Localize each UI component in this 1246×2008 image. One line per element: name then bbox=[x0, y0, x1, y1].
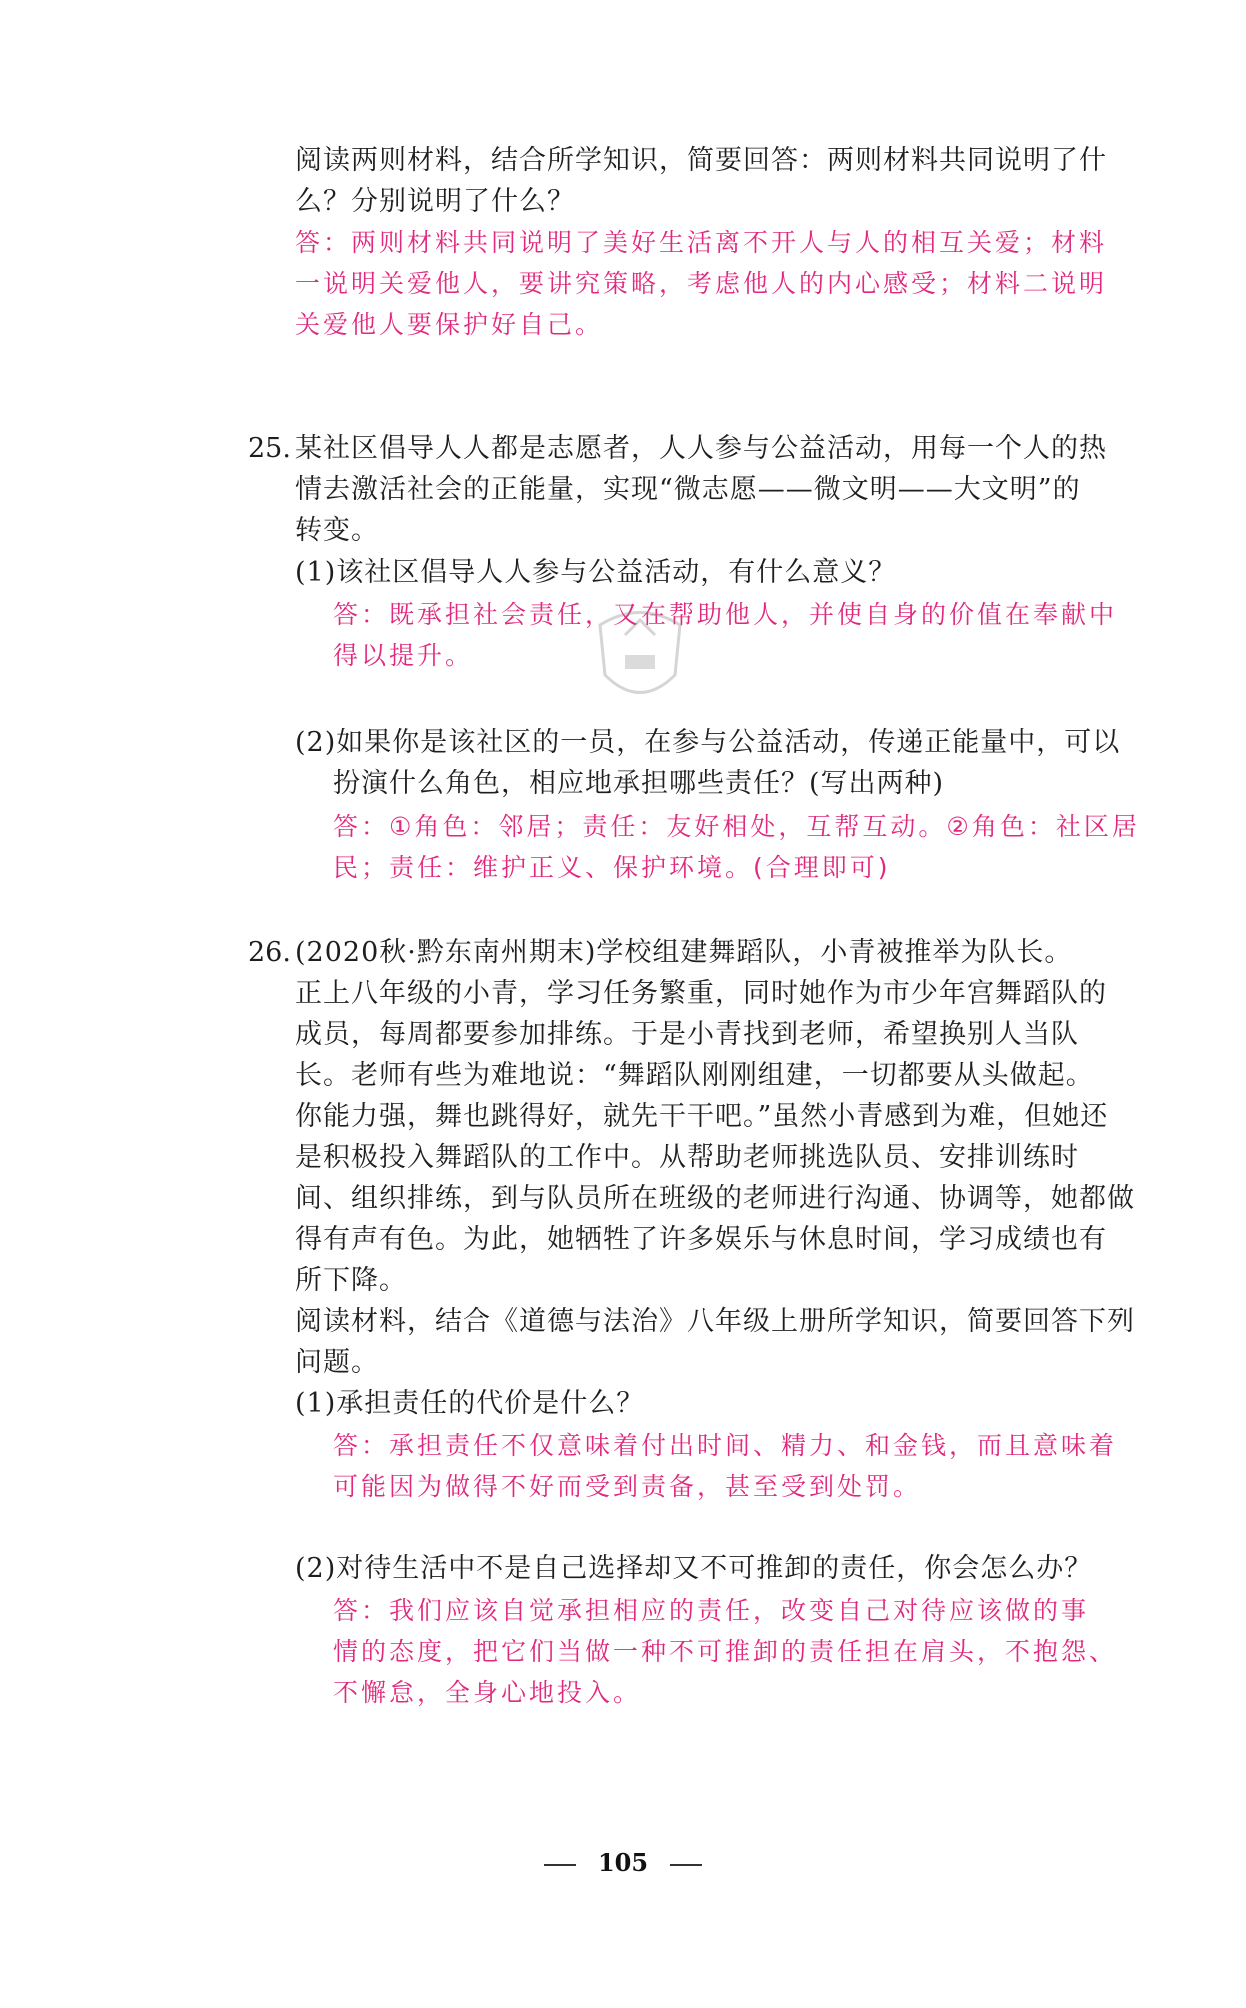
q25-sub2-question bbox=[295, 722, 1120, 804]
q26-stem-line-3: 成员，每周都要参加排练。于是小青找到老师，希望换别人当队 bbox=[295, 1019, 1079, 1050]
q26-sub2-answer-line-3: 不懈怠，全身心地投入。 bbox=[333, 1678, 642, 1707]
top-answer-line-2: 一说明关爱他人，要讲究策略，考虑他人的内心感受；材料二说明 bbox=[295, 269, 1108, 298]
q26-sub1-answer-line-2: 可能因为做得不好而受到责备，甚至受到处罚。 bbox=[333, 1472, 922, 1501]
q25-sub2-question-line-1: (2)如果你是该社区的一员，在参与公益活动，传递正能量中，可以 bbox=[295, 727, 1121, 758]
q25-sub1-answer bbox=[333, 594, 1117, 676]
q26-sub1-answer-line-1: 答：承担责任不仅意味着付出时间、精力、和金钱，而且意味着 bbox=[333, 1431, 1118, 1460]
page-number bbox=[0, 1848, 1246, 1877]
q25-sub2-question-line-2: 扮演什么角色，相应地承担哪些责任？(写出两种) bbox=[333, 768, 945, 799]
q26-stem-line-8: 得有声有色。为此，她牺牲了许多娱乐与休息时间，学习成绩也有 bbox=[295, 1224, 1107, 1255]
q26-stem-line-4: 长。老师有些为难地说：“舞蹈队刚刚组建，一切都要从头做起。 bbox=[295, 1060, 1094, 1091]
top-question bbox=[295, 140, 1107, 222]
top-question-line-2: 么？分别说明了什么？ bbox=[295, 186, 575, 217]
q25-stem-line-3: 转变。 bbox=[295, 515, 379, 546]
q26-sub2-answer-line-1: 答：我们应该自觉承担相应的责任，改变自己对待应该做的事 bbox=[333, 1596, 1090, 1625]
q25-sub1-question: (1)该社区倡导人人参与公益活动，有什么意义？ bbox=[295, 557, 897, 588]
top-question-line-1: 阅读两则材料，结合所学知识，简要回答：两则材料共同说明了什 bbox=[295, 145, 1107, 176]
q25-sub1-answer-line-2: 得以提升。 bbox=[333, 641, 474, 670]
q26-sub2-answer-line-2: 情的态度，把它们当做一种不可推卸的责任担在肩头，不抱怨、 bbox=[333, 1637, 1118, 1666]
q26-prompt-line-2: 问题。 bbox=[295, 1347, 379, 1378]
top-answer bbox=[295, 222, 1107, 345]
q26-stem-line-6: 是积极投入舞蹈队的工作中。从帮助老师挑选队员、安排训练时 bbox=[295, 1142, 1079, 1173]
q26-sub2-question: (2)对待生活中不是自己选择却又不可推卸的责任，你会怎么办？ bbox=[295, 1553, 1093, 1584]
q26-prompt-line-1: 阅读材料，结合《道德与法治》八年级上册所学知识，简要回答下列 bbox=[295, 1306, 1135, 1337]
q26-sub1-answer bbox=[333, 1425, 1117, 1507]
q26-stem-line-1: (2020秋·黔东南州期末)学校组建舞蹈队，小青被推举为队长。 bbox=[295, 937, 1073, 968]
q26-sub1-question: (1)承担责任的代价是什么？ bbox=[295, 1388, 645, 1419]
q25-sub2-answer bbox=[333, 806, 1140, 888]
q25-stem bbox=[295, 428, 1107, 551]
q26-stem-line-2: 正上八年级的小青，学习任务繁重，同时她作为市少年宫舞蹈队的 bbox=[295, 978, 1107, 1009]
q26-stem-line-7: 间、组织排练，到与队员所在班级的老师进行沟通、协调等，她都做 bbox=[295, 1183, 1135, 1214]
q25-number: 25. bbox=[248, 433, 291, 464]
stamp-watermark bbox=[580, 595, 700, 715]
q26-number: 26. bbox=[248, 937, 291, 968]
q25-stem-line-1: 某社区倡导人人都是志愿者，人人参与公益活动，用每一个人的热 bbox=[295, 433, 1107, 464]
q26-stem-line-5: 你能力强，舞也跳得好，就先干干吧。”虽然小青感到为难，但她还 bbox=[295, 1101, 1109, 1132]
q25-stem-line-2: 情去激活社会的正能量，实现“微志愿——微文明——大文明”的 bbox=[295, 474, 1081, 505]
q25-sub2-answer-line-2: 民；责任：维护正义、保护环境。(合理即可) bbox=[333, 853, 891, 882]
dash-left bbox=[544, 1864, 576, 1866]
top-answer-line-3: 关爱他人要保护好自己。 bbox=[295, 310, 604, 339]
q26-stem-line-9: 所下降。 bbox=[295, 1265, 407, 1296]
dash-right bbox=[670, 1864, 702, 1866]
page-number-value: 105 bbox=[597, 1848, 649, 1877]
q26-stem bbox=[295, 932, 1135, 1383]
q26-sub2-answer bbox=[333, 1590, 1117, 1713]
top-answer-line-1: 答：两则材料共同说明了美好生活离不开人与人的相互关爱；材料 bbox=[295, 228, 1108, 257]
q25-sub2-answer-line-1: 答：①角色：邻居；责任：友好相处，互帮互动。②角色：社区居 bbox=[333, 812, 1140, 841]
q25-sub1-answer-line-1: 答：既承担社会责任，又在帮助他人，并使自身的价值在奉献中 bbox=[333, 600, 1118, 629]
